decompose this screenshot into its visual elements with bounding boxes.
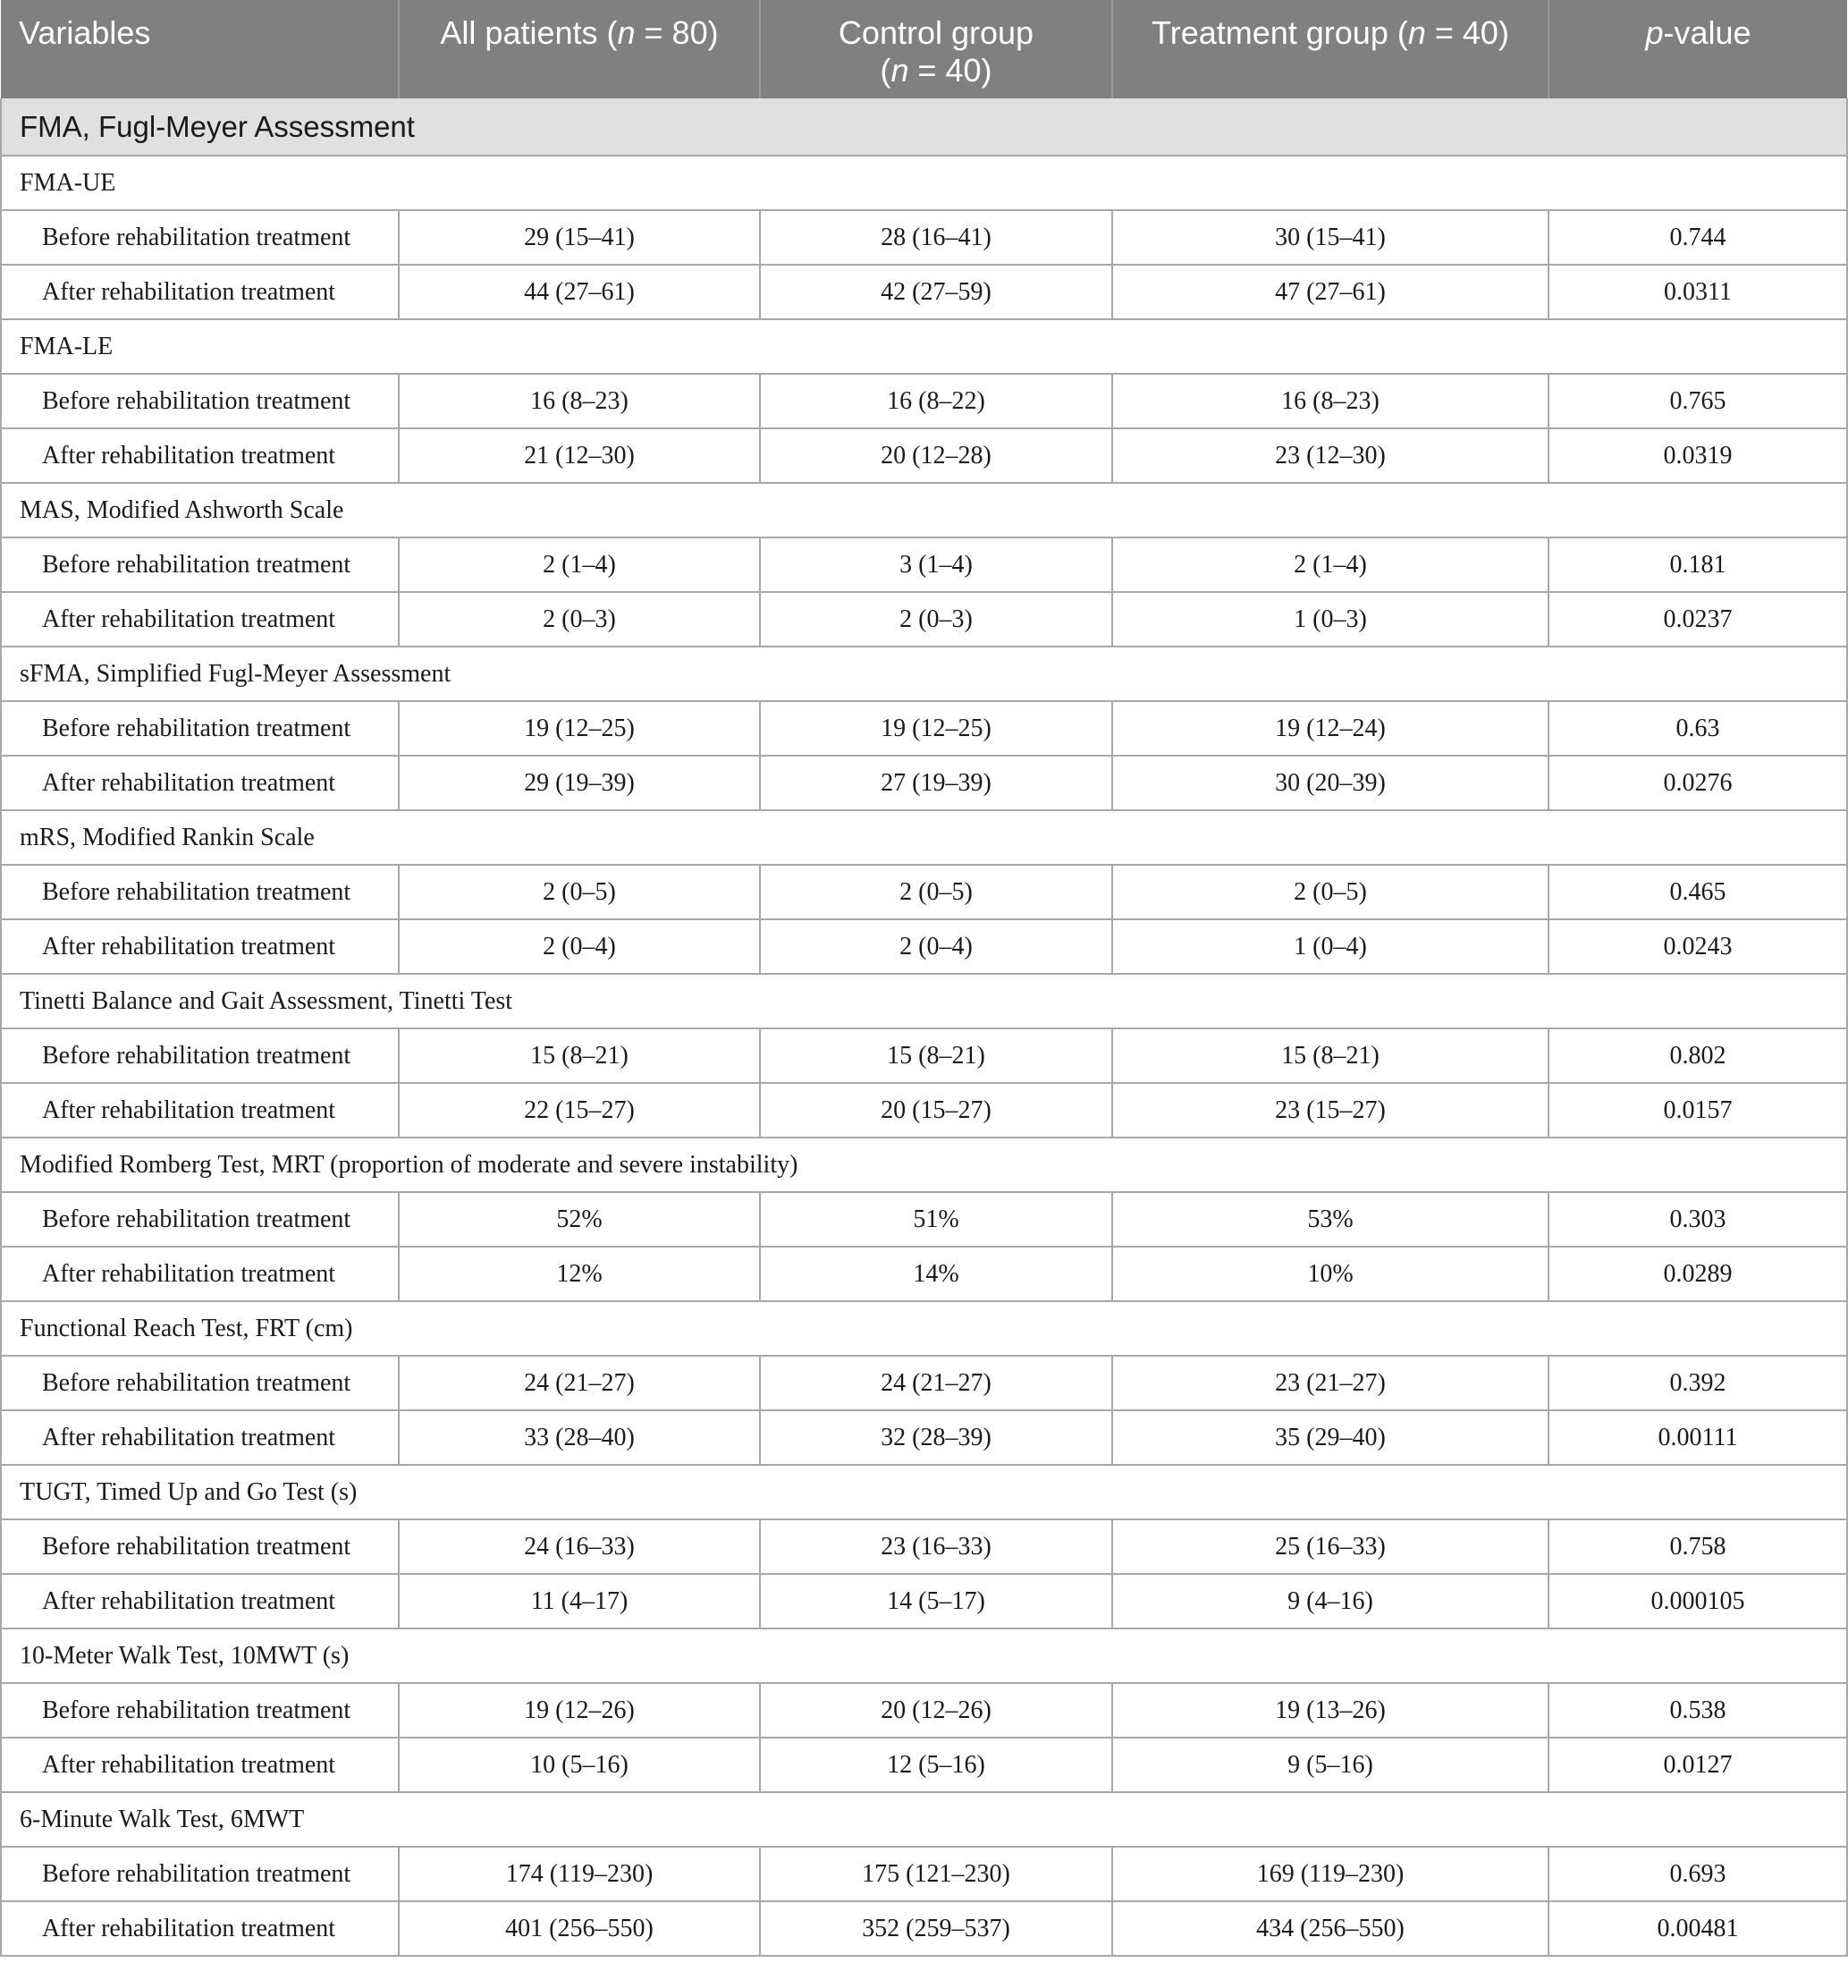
row-label: Before rehabilitation treatment [1, 210, 399, 265]
table-row [1, 537, 1847, 592]
row-label: After rehabilitation treatment [1, 756, 399, 810]
all-patients-cell: 16 (8–23) [399, 374, 760, 428]
row-label: After rehabilitation treatment [1, 265, 399, 319]
treatment-cell: 2 (0–5) [1112, 865, 1548, 919]
table-row [1, 919, 1847, 974]
control-cell: 2 (0–3) [760, 592, 1112, 647]
treatment-cell: 23 (21–27) [1112, 1356, 1548, 1410]
control-cell: 28 (16–41) [760, 210, 1112, 265]
all-patients-cell: 33 (28–40) [399, 1410, 760, 1465]
row-label: Before rehabilitation treatment [1, 1683, 399, 1738]
all-patients-cell: 22 (15–27) [399, 1083, 760, 1138]
header-treatment-group [1112, 0, 1548, 98]
p-value-cell: 0.0157 [1548, 1083, 1847, 1138]
treatment-cell: 35 (29–40) [1112, 1410, 1548, 1465]
row-label: After rehabilitation treatment [1, 1574, 399, 1628]
row-label: After rehabilitation treatment [1, 1901, 399, 1956]
group-title: FMA-UE [1, 156, 1847, 210]
row-label: Before rehabilitation treatment [1, 1847, 399, 1901]
table-header [1, 0, 1847, 98]
table-row [1, 1847, 1847, 1901]
treatment-cell: 47 (27–61) [1112, 265, 1548, 319]
group-header-row [1, 647, 1847, 701]
header-control-line1: Control group [838, 14, 1034, 51]
group-title: Modified Romberg Test, MRT (proportion of moderate and severe instability) [1, 1138, 1847, 1192]
p-value-cell: 0.63 [1548, 701, 1847, 756]
group-title: 10-Meter Walk Test, 10MWT (s) [1, 1628, 1847, 1683]
p-value-cell: 0.0276 [1548, 756, 1847, 810]
treatment-cell: 23 (12–30) [1112, 428, 1548, 483]
all-patients-cell: 2 (0–4) [399, 919, 760, 974]
all-patients-cell: 11 (4–17) [399, 1574, 760, 1628]
p-value-cell: 0.392 [1548, 1356, 1847, 1410]
control-cell: 20 (12–26) [760, 1683, 1112, 1738]
row-label: Before rehabilitation treatment [1, 1519, 399, 1574]
control-cell: 27 (19–39) [760, 756, 1112, 810]
row-label: After rehabilitation treatment [1, 919, 399, 974]
p-value-cell: 0.465 [1548, 865, 1847, 919]
treatment-cell: 169 (119–230) [1112, 1847, 1548, 1901]
group-title: TUGT, Timed Up and Go Test (s) [1, 1465, 1847, 1519]
row-label: Before rehabilitation treatment [1, 1356, 399, 1410]
control-cell: 20 (12–28) [760, 428, 1112, 483]
table-row [1, 1247, 1847, 1301]
all-patients-cell: 44 (27–61) [399, 265, 760, 319]
control-cell: 352 (259–537) [760, 1901, 1112, 1956]
treatment-cell: 9 (5–16) [1112, 1738, 1548, 1792]
control-cell: 12 (5–16) [760, 1738, 1112, 1792]
control-cell: 23 (16–33) [760, 1519, 1112, 1574]
group-header-row [1, 974, 1847, 1028]
control-cell: 19 (12–25) [760, 701, 1112, 756]
table-row [1, 1356, 1847, 1410]
treatment-cell: 25 (16–33) [1112, 1519, 1548, 1574]
p-value-cell: 0.0311 [1548, 265, 1847, 319]
header-treatment-suffix: = 40) [1425, 14, 1509, 51]
row-label: Before rehabilitation treatment [1, 374, 399, 428]
group-title: mRS, Modified Rankin Scale [1, 810, 1847, 865]
control-cell: 32 (28–39) [760, 1410, 1112, 1465]
table-row [1, 1192, 1847, 1247]
all-patients-cell: 19 (12–25) [399, 701, 760, 756]
header-variables [1, 0, 399, 98]
header-treatment-prefix: Treatment group ( [1152, 14, 1408, 51]
p-value-cell: 0.0289 [1548, 1247, 1847, 1301]
treatment-cell: 23 (15–27) [1112, 1083, 1548, 1138]
table-row [1, 428, 1847, 483]
header-control-prefix: ( [880, 52, 891, 89]
p-value-cell: 0.802 [1548, 1028, 1847, 1083]
section-title: FMA, Fugl-Meyer Assessment [1, 98, 1847, 156]
treatment-cell: 434 (256–550) [1112, 1901, 1548, 1956]
p-value-cell: 0.0243 [1548, 919, 1847, 974]
p-value-cell: 0.0319 [1548, 428, 1847, 483]
header-p-value [1548, 0, 1847, 98]
group-title: sFMA, Simplified Fugl-Meyer Assessment [1, 647, 1847, 701]
row-label: Before rehabilitation treatment [1, 1192, 399, 1247]
group-header-row [1, 156, 1847, 210]
table-row [1, 592, 1847, 647]
control-cell: 2 (0–4) [760, 919, 1112, 974]
treatment-cell: 15 (8–21) [1112, 1028, 1548, 1083]
p-value-cell: 0.538 [1548, 1683, 1847, 1738]
header-row [1, 0, 1847, 98]
treatment-cell: 9 (4–16) [1112, 1574, 1548, 1628]
row-label: After rehabilitation treatment [1, 1247, 399, 1301]
all-patients-cell: 29 (15–41) [399, 210, 760, 265]
row-label: Before rehabilitation treatment [1, 701, 399, 756]
control-cell: 2 (0–5) [760, 865, 1112, 919]
treatment-cell: 19 (13–26) [1112, 1683, 1548, 1738]
control-cell: 42 (27–59) [760, 265, 1112, 319]
header-control-group [760, 0, 1112, 98]
all-patients-cell: 401 (256–550) [399, 1901, 760, 1956]
group-header-row [1, 1465, 1847, 1519]
table-row [1, 374, 1847, 428]
p-value-cell: 0.00481 [1548, 1901, 1847, 1956]
p-value-cell: 0.0127 [1548, 1738, 1847, 1792]
header-all-n: n [617, 14, 636, 51]
control-cell: 14% [760, 1247, 1112, 1301]
header-all-prefix: All patients ( [440, 14, 618, 51]
group-header-row [1, 483, 1847, 537]
all-patients-cell: 15 (8–21) [399, 1028, 760, 1083]
treatment-cell: 10% [1112, 1247, 1548, 1301]
header-variables-label: Variables [19, 14, 151, 51]
group-title: Tinetti Balance and Gait Assessment, Tinetti Test [1, 974, 1847, 1028]
table-row [1, 701, 1847, 756]
control-cell: 3 (1–4) [760, 537, 1112, 592]
treatment-cell: 1 (0–4) [1112, 919, 1548, 974]
control-cell: 51% [760, 1192, 1112, 1247]
row-label: After rehabilitation treatment [1, 592, 399, 647]
control-cell: 16 (8–22) [760, 374, 1112, 428]
table-row [1, 1738, 1847, 1792]
group-header-row [1, 319, 1847, 374]
p-value-cell: 0.181 [1548, 537, 1847, 592]
p-value-cell: 0.765 [1548, 374, 1847, 428]
row-label: After rehabilitation treatment [1, 1738, 399, 1792]
header-p: p [1645, 14, 1664, 51]
group-header-row [1, 1792, 1847, 1847]
p-value-cell: 0.693 [1548, 1847, 1847, 1901]
all-patients-cell: 52% [399, 1192, 760, 1247]
header-all-patients [399, 0, 760, 98]
group-header-row [1, 1628, 1847, 1683]
control-cell: 15 (8–21) [760, 1028, 1112, 1083]
all-patients-cell: 24 (16–33) [399, 1519, 760, 1574]
row-label: After rehabilitation treatment [1, 1083, 399, 1138]
control-cell: 14 (5–17) [760, 1574, 1112, 1628]
p-value-cell: 0.000105 [1548, 1574, 1847, 1628]
header-all-suffix: = 80) [635, 14, 719, 51]
all-patients-cell: 10 (5–16) [399, 1738, 760, 1792]
p-value-cell: 0.744 [1548, 210, 1847, 265]
row-label: Before rehabilitation treatment [1, 865, 399, 919]
treatment-cell: 30 (15–41) [1112, 210, 1548, 265]
table-row [1, 756, 1847, 810]
all-patients-cell: 2 (0–3) [399, 592, 760, 647]
group-title: FMA-LE [1, 319, 1847, 374]
header-control-suffix: = 40) [908, 52, 992, 89]
group-title: 6-Minute Walk Test, 6MWT [1, 1792, 1847, 1847]
all-patients-cell: 24 (21–27) [399, 1356, 760, 1410]
row-label: Before rehabilitation treatment [1, 537, 399, 592]
all-patients-cell: 19 (12–26) [399, 1683, 760, 1738]
all-patients-cell: 21 (12–30) [399, 428, 760, 483]
table-body [1, 98, 1847, 1956]
treatment-cell: 19 (12–24) [1112, 701, 1548, 756]
section-row [1, 98, 1847, 156]
table-row [1, 865, 1847, 919]
table-row [1, 1519, 1847, 1574]
header-p-suffix: -value [1663, 14, 1751, 51]
row-label: After rehabilitation treatment [1, 1410, 399, 1465]
table-row [1, 210, 1847, 265]
all-patients-cell: 2 (1–4) [399, 537, 760, 592]
table-row [1, 1410, 1847, 1465]
treatment-cell: 16 (8–23) [1112, 374, 1548, 428]
all-patients-cell: 174 (119–230) [399, 1847, 760, 1901]
treatment-cell: 53% [1112, 1192, 1548, 1247]
all-patients-cell: 29 (19–39) [399, 756, 760, 810]
table-row [1, 1901, 1847, 1956]
control-cell: 24 (21–27) [760, 1356, 1112, 1410]
group-title: Functional Reach Test, FRT (cm) [1, 1301, 1847, 1356]
table-row [1, 1028, 1847, 1083]
treatment-cell: 30 (20–39) [1112, 756, 1548, 810]
row-label: After rehabilitation treatment [1, 428, 399, 483]
group-header-row [1, 810, 1847, 865]
group-header-row [1, 1301, 1847, 1356]
treatment-cell: 2 (1–4) [1112, 537, 1548, 592]
p-value-cell: 0.303 [1548, 1192, 1847, 1247]
control-cell: 20 (15–27) [760, 1083, 1112, 1138]
p-value-cell: 0.758 [1548, 1519, 1847, 1574]
table-row [1, 1083, 1847, 1138]
group-header-row [1, 1138, 1847, 1192]
control-cell: 175 (121–230) [760, 1847, 1112, 1901]
all-patients-cell: 2 (0–5) [399, 865, 760, 919]
table-row [1, 1683, 1847, 1738]
treatment-cell: 1 (0–3) [1112, 592, 1548, 647]
all-patients-cell: 12% [399, 1247, 760, 1301]
table-row [1, 265, 1847, 319]
p-value-cell: 0.00111 [1548, 1410, 1847, 1465]
header-treatment-n: n [1407, 14, 1426, 51]
row-label: Before rehabilitation treatment [1, 1028, 399, 1083]
p-value-cell: 0.0237 [1548, 592, 1847, 647]
table-row [1, 1574, 1847, 1628]
header-control-n: n [890, 52, 909, 89]
group-title: MAS, Modified Ashworth Scale [1, 483, 1847, 537]
